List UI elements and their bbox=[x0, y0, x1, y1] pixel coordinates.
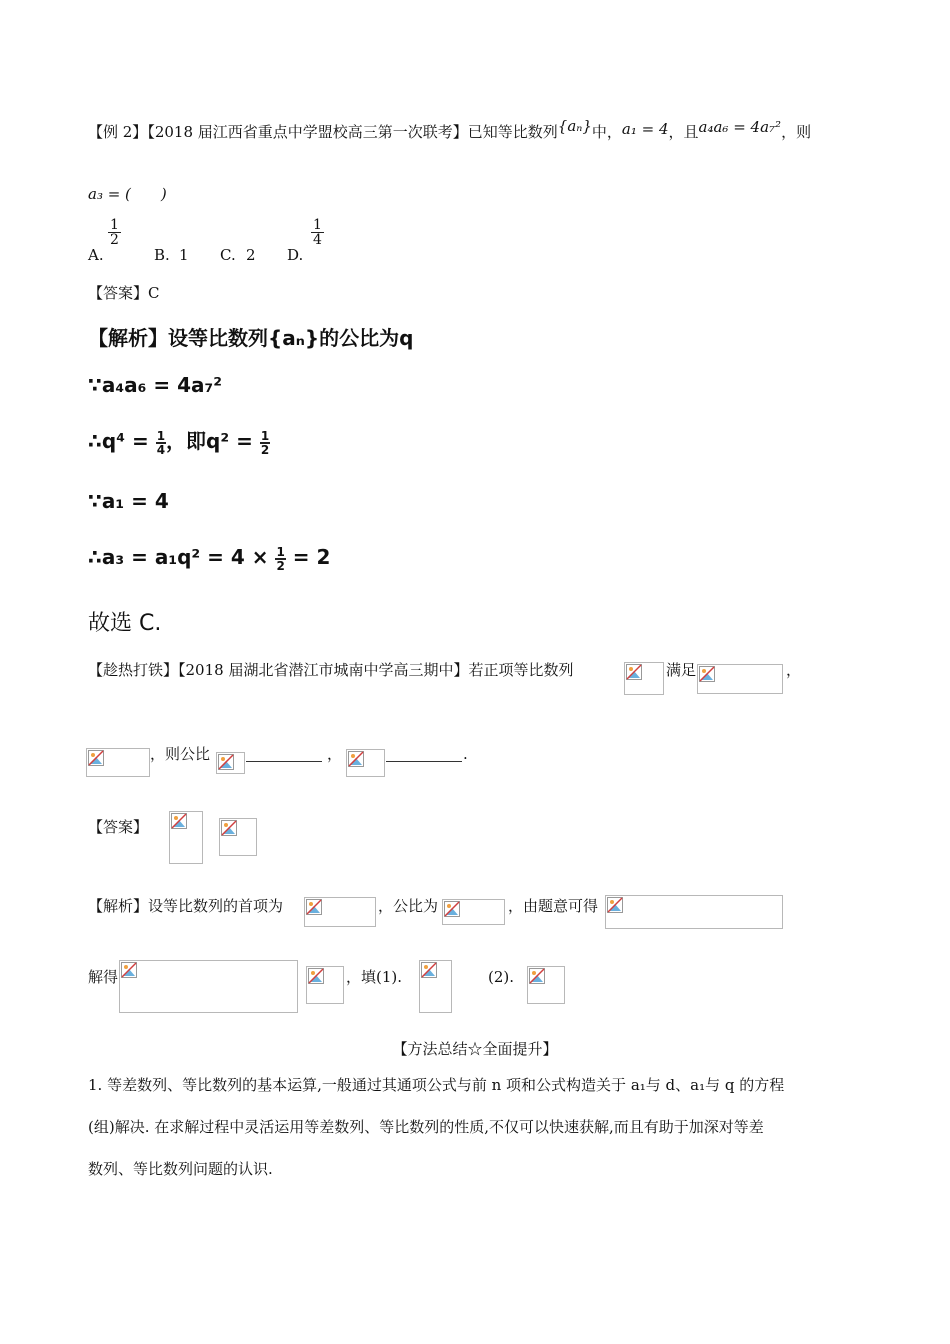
broken-image-icon bbox=[697, 664, 783, 694]
broken-image-icon bbox=[304, 897, 376, 927]
stem-text: ，且 bbox=[668, 123, 699, 141]
option-d-label: D. bbox=[287, 246, 304, 264]
practice-stem-2: 满足 bbox=[666, 661, 697, 679]
question-a3 bbox=[88, 185, 167, 203]
stem-text: 已知等比数列 bbox=[467, 123, 558, 141]
sequence-symbol: {aₙ} bbox=[557, 117, 592, 135]
practice-stem-3: ，则公比 bbox=[150, 745, 211, 763]
broken-image-icon bbox=[605, 895, 783, 929]
example-source: 【2018 届江西省重点中学盟校高三第一次联考】 bbox=[147, 123, 468, 141]
broken-image-icon bbox=[346, 749, 385, 777]
broken-image-icon bbox=[216, 752, 245, 774]
answer-blank-2[interactable] bbox=[386, 748, 462, 762]
practice-stem: 若正项等比数列 bbox=[468, 661, 574, 679]
comma: ， bbox=[327, 745, 343, 763]
broken-image-icon bbox=[306, 966, 344, 1004]
practice-analysis-2: ，公比为 bbox=[378, 897, 439, 915]
example-tag: 【例 2】 bbox=[88, 123, 148, 141]
condition-a1: a₁ = 4 bbox=[621, 120, 669, 138]
condition-product: a₄a₆ = 4a₇² bbox=[698, 118, 782, 136]
answer-line: 【答案】C bbox=[88, 284, 160, 302]
summary-heading: 【方法总结☆全面提升】 bbox=[392, 1040, 558, 1058]
practice-answer-label: 【答案】 bbox=[88, 818, 149, 836]
stem-text: ，则 bbox=[781, 123, 812, 141]
analysis-conclusion: 故选 C. bbox=[88, 611, 162, 636]
analysis-line-1: 【解析】设等比数列{aₙ}的公比为q bbox=[88, 326, 414, 350]
broken-image-icon bbox=[624, 662, 664, 695]
practice-fill-1: ，填(1). bbox=[346, 968, 403, 986]
practice-analysis-1: 【解析】设等比数列的首项为 bbox=[88, 897, 284, 915]
practice-fill-2: (2). bbox=[488, 968, 515, 986]
answer-blank-1[interactable] bbox=[246, 748, 322, 762]
practice-analysis-3: ，由题意可得 bbox=[508, 897, 599, 915]
summary-line-1: 1. 等差数列、等比数列的基本运算,一般通过其通项公式与前 n 项和公式构造关于 a₁与 d、a₁与 q 的方程 bbox=[88, 1076, 785, 1094]
practice-source: 【2018 届湖北省潜江市城南中学高三期中】 bbox=[178, 661, 469, 679]
period: . bbox=[463, 745, 468, 763]
summary-line-2: (组)解决. 在求解过程中灵活运用等差数列、等比数列的性质,不仅可以快速获解,而且有助于加深对等差 bbox=[88, 1118, 764, 1136]
broken-image-icon bbox=[442, 899, 505, 925]
practice-tag: 【趁热打铁】【2018 届湖北省潜江市城南中学高三期中】若正项等比数列 bbox=[88, 661, 574, 679]
option-d-fraction: $\frac{1}{4}$ bbox=[313, 217, 322, 248]
analysis-line-2: ∵a₄a₆ = 4a₇² bbox=[88, 373, 223, 397]
option-b-value: 1 bbox=[179, 246, 189, 264]
broken-image-icon bbox=[119, 960, 298, 1013]
summary-line-3: 数列、等比数列问题的认识. bbox=[88, 1160, 273, 1178]
broken-image-icon bbox=[169, 811, 203, 864]
analysis-line-4: ∵a₁ = 4 bbox=[88, 489, 169, 513]
option-a-fraction: $\frac{1}{2}$ bbox=[110, 217, 119, 248]
analysis-line-3: ∴q⁴ = $\frac{1}{4}$ ，即q² = $\frac{1}{2}$ bbox=[88, 428, 270, 457]
broken-image-icon bbox=[527, 966, 565, 1004]
comma: ， bbox=[786, 661, 802, 679]
option-a-label: A. bbox=[88, 246, 104, 264]
stem-text: 中， bbox=[591, 123, 622, 141]
broken-image-icon bbox=[419, 960, 452, 1013]
option-c-value: 2 bbox=[246, 246, 256, 264]
option-b-label: B. bbox=[154, 246, 170, 264]
practice-solve-label: 解得 bbox=[88, 968, 119, 986]
analysis-line-5: ∴a₃ = a₁q² = 4 × $\frac{1}{2}$ = 2 bbox=[88, 544, 331, 573]
broken-image-icon bbox=[219, 818, 257, 856]
example-question-line bbox=[88, 117, 812, 141]
option-c-label: C. bbox=[220, 246, 236, 264]
question-text: a₃ = ( ) bbox=[88, 185, 167, 203]
broken-image-icon bbox=[86, 748, 150, 777]
